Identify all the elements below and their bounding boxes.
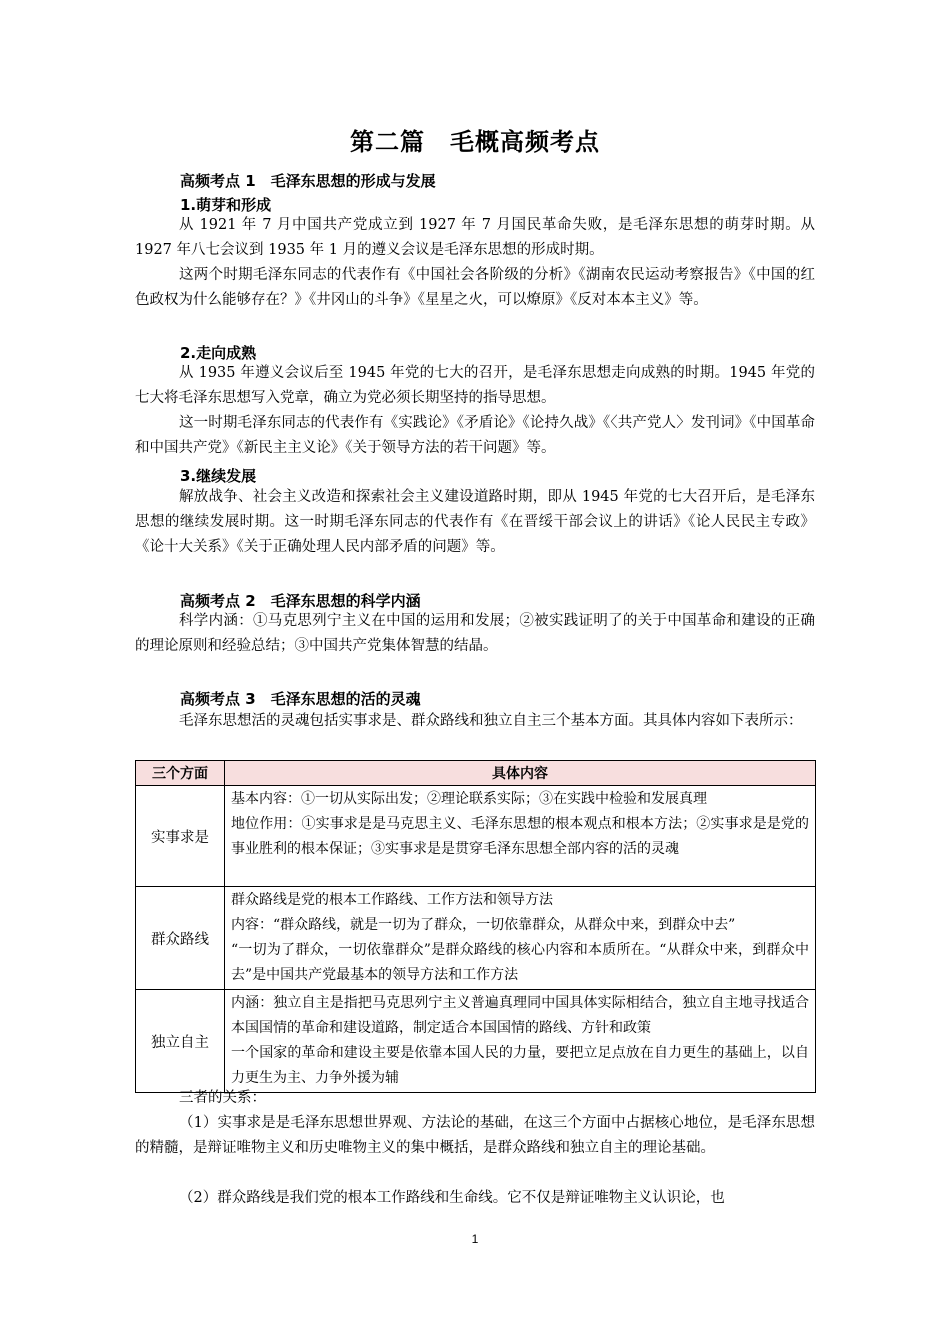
table-row [136, 990, 816, 1093]
content-cell [225, 990, 816, 1093]
paragraph: 从 1935 年遵义会议后至 1945 年党的七大的召开，是毛泽东思想走向成熟的时期。1945 年党的七大将毛泽东思想写入党章，确立为党必须长期坚持的指导思想。 [135, 365, 815, 406]
section-heading-2: 高频考点 2 毛泽东思想的科学内涵 [180, 592, 421, 610]
content-cell [225, 786, 816, 887]
content-line: “一切为了群众，一切依靠群众”是群众路线的核心内容和本质所在。“从群众中来，到群众中去”是中国共产党最基本的领导方法和工作方法 [231, 942, 809, 983]
paragraph: 从 1921 年 7 月中国共产党成立到 1927 年 7 月国民革命失败，是毛泽东思想的萌芽时期。从 1927 年八七会议到 1935 年 1 月的遵义会议是毛泽东思想的形成时期。 [135, 217, 815, 258]
page-number: 1 [471, 1232, 479, 1246]
aspect-cell: 群众路线 [136, 887, 225, 990]
content-line: 地位作用：①实事求是是马克思主义、毛泽东思想的根本观点和根本方法；②实事求是是党的事业胜利的根本保证；③实事求是是贯穿毛泽东思想全部内容的活的灵魂 [231, 816, 809, 857]
aspect-cell: 独立自主 [136, 990, 225, 1093]
subsection-heading-1-3: 3.继续发展 [180, 467, 257, 485]
subsection-heading-1-2: 2.走向成熟 [180, 344, 257, 362]
content-line: 群众路线是党的根本工作路线、工作方法和领导方法 [231, 892, 553, 908]
table-header-row [136, 761, 816, 786]
content-line: 一个国家的革命和建设主要是依靠本国人民的力量，要把立足点放在自力更生的基础上，以自力更生为主、力争外援为辅 [231, 1045, 809, 1086]
paragraph: （1）实事求是是毛泽东思想世界观、方法论的基础，在这三个方面中占据核心地位，是毛泽东思想的精髓，是辩证唯物主义和历史唯物主义的集中概括，是群众路线和独立自主的理论基础。 [135, 1115, 815, 1156]
relation-title: 三者的关系： [179, 1090, 266, 1106]
table-header-cell: 三个方面 [136, 761, 225, 786]
section-heading-1: 高频考点 1 毛泽东思想的形成与发展 [180, 172, 436, 190]
page-title: 第二篇 毛概高频考点 [350, 128, 600, 156]
content-line: 内容：“群众路线，就是一切为了群众，一切依靠群众，从群众中来，到群众中去” [231, 917, 736, 933]
paragraph: 这两个时期毛泽东同志的代表作有《中国社会各阶级的分析》《湖南农民运动考察报告》《中国的红色政权为什么能够存在？》《井冈山的斗争》《星星之火，可以燎原》《反对本本主义》等。 [135, 267, 815, 308]
paragraph: 科学内涵：①马克思列宁主义在中国的运用和发展；②被实践证明了的关于中国革命和建设的正确的理论原则和经验总结；③中国共产党集体智慧的结晶。 [135, 613, 815, 654]
paragraph: （2）群众路线是我们党的根本工作路线和生命线。它不仅是辩证唯物主义认识论，也 [179, 1190, 725, 1206]
aspect-cell: 实事求是 [136, 786, 225, 887]
table-row [136, 887, 816, 990]
aspects-table [135, 760, 816, 1093]
paragraph: 这一时期毛泽东同志的代表作有《实践论》《矛盾论》《论持久战》《〈共产党人〉发刊词》《中国革命和中国共产党》《新民主主义论》《关于领导方法的若干问题》等。 [135, 415, 815, 456]
table-header-cell: 具体内容 [225, 761, 816, 786]
content-line: 内涵：独立自主是指把马克思列宁主义普遍真理同中国具体实际相结合，独立自主地寻找适合本国国情的革命和建设道路，制定适合本国国情的路线、方针和政策 [231, 995, 809, 1036]
paragraph: 解放战争、社会主义改造和探索社会主义建设道路时期，即从 1945 年党的七大召开后，是毛泽东思想的继续发展时期。这一时期毛泽东同志的代表作有《在晋绥干部会议上的讲话》《论人民民主专政》《论十大关系》《关于正确处理人民内部矛盾的问题》等。 [135, 489, 815, 555]
content-cell [225, 887, 816, 990]
content-line: 基本内容：①一切从实际出发；②理论联系实际；③在实践中检验和发展真理 [231, 791, 707, 807]
paragraph: 毛泽东思想活的灵魂包括实事求是、群众路线和独立自主三个基本方面。其具体内容如下表所示： [179, 713, 803, 729]
section-heading-3: 高频考点 3 毛泽东思想的活的灵魂 [180, 690, 421, 708]
subsection-heading-1-1: 1.萌芽和形成 [180, 196, 272, 214]
table-row [136, 786, 816, 887]
